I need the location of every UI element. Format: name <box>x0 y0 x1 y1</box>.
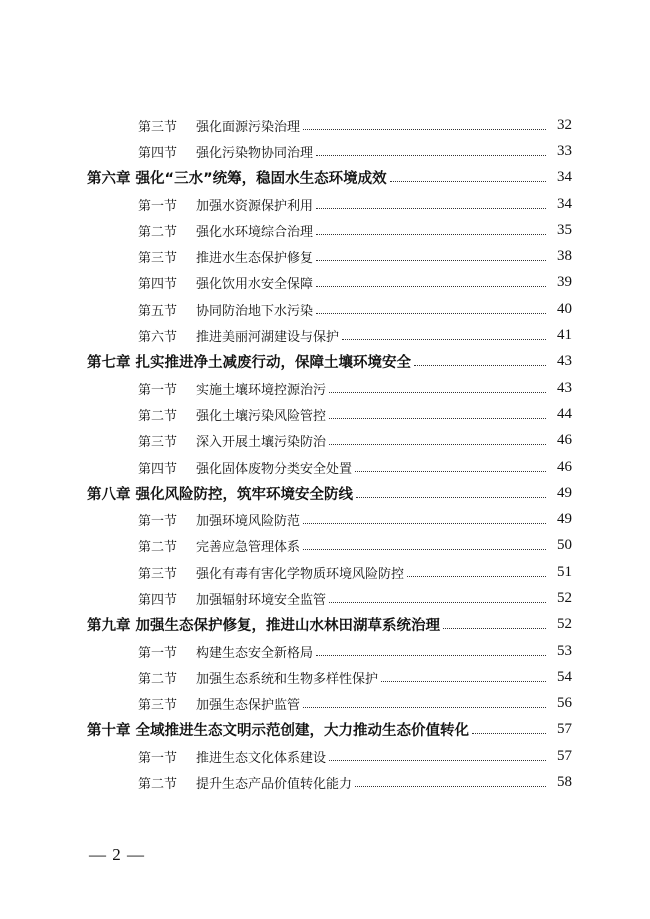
page-number: 44 <box>557 405 572 422</box>
section-number: 第三节 <box>138 251 178 267</box>
toc-entry[interactable] <box>0 559 650 585</box>
page-number: 46 <box>557 458 572 475</box>
page-number: 53 <box>557 642 572 659</box>
toc-entry[interactable] <box>0 243 650 269</box>
section-number: 第一节 <box>138 645 178 661</box>
toc-entry[interactable] <box>0 296 650 322</box>
dot-leader <box>303 129 546 130</box>
toc-entry[interactable] <box>0 743 650 769</box>
page-number: 52 <box>557 616 572 633</box>
section-number: 第一节 <box>138 514 178 530</box>
section-number: 第四节 <box>138 277 178 293</box>
page-number: 43 <box>557 379 572 396</box>
entry-title: 加强生态系统和生物多样性保护 <box>196 671 379 687</box>
dot-leader <box>381 681 546 682</box>
table-of-contents <box>0 112 650 796</box>
page-number: 49 <box>557 511 572 528</box>
entry-title: 强化土壤污染风险管控 <box>196 408 327 424</box>
section-number: 第四节 <box>138 461 178 477</box>
page-number: 35 <box>557 221 572 238</box>
entry-title: 实施土壤环境控源治污 <box>196 382 327 398</box>
dot-leader <box>316 155 546 156</box>
entry-title: 推进美丽河湖建设与保护 <box>196 330 340 346</box>
page-number: 51 <box>557 563 572 580</box>
section-number: 第一节 <box>138 750 178 766</box>
dot-leader <box>316 655 546 656</box>
page-number: 57 <box>557 721 572 738</box>
section-number: 第六节 <box>138 330 178 346</box>
page-number: 46 <box>557 432 572 449</box>
dot-leader <box>316 234 546 235</box>
toc-chapter-entry[interactable] <box>0 480 650 506</box>
page-number: 40 <box>557 300 572 317</box>
chapter-title: 第十章 全域推进生态文明示范创建，大力推动生态价值转化 <box>87 723 470 740</box>
toc-entry[interactable] <box>0 533 650 559</box>
entry-title: 强化水环境综合治理 <box>196 224 314 240</box>
chapter-title: 第七章 扎实推进净土减废行动，保障土壤环境安全 <box>87 355 412 372</box>
entry-title: 强化面源污染治理 <box>196 119 301 135</box>
entry-title: 强化污染物协同治理 <box>196 145 314 161</box>
toc-entry[interactable] <box>0 506 650 532</box>
dot-leader <box>303 707 546 708</box>
section-number: 第四节 <box>138 592 178 608</box>
toc-entry[interactable] <box>0 191 650 217</box>
page-number: 34 <box>557 195 572 212</box>
section-number: 第三节 <box>138 119 178 135</box>
entry-title: 推进水生态保护修复 <box>196 251 314 267</box>
dot-leader <box>407 576 546 577</box>
dot-leader <box>355 786 546 787</box>
section-number: 第三节 <box>138 435 178 451</box>
toc-entry[interactable] <box>0 270 650 296</box>
dot-leader <box>329 444 546 445</box>
entry-title: 加强辐射环境安全监管 <box>196 592 327 608</box>
dot-leader <box>316 313 546 314</box>
dot-leader <box>329 392 546 393</box>
dot-leader <box>472 733 546 734</box>
page-number: 38 <box>557 248 572 265</box>
page-number: 43 <box>557 353 572 370</box>
toc-entry[interactable] <box>0 401 650 427</box>
toc-entry[interactable] <box>0 138 650 164</box>
page-number: 39 <box>557 274 572 291</box>
toc-entry[interactable] <box>0 691 650 717</box>
page-number: 50 <box>557 537 572 554</box>
page-number: 54 <box>557 668 572 685</box>
page-number: 41 <box>557 327 572 344</box>
section-number: 第二节 <box>138 671 178 687</box>
toc-chapter-entry[interactable] <box>0 612 650 638</box>
section-number: 第二节 <box>138 408 178 424</box>
page-footer-number: — 2 — <box>89 845 145 864</box>
toc-entry[interactable] <box>0 638 650 664</box>
toc-entry[interactable] <box>0 454 650 480</box>
page-number: 57 <box>557 747 572 764</box>
toc-entry[interactable] <box>0 217 650 243</box>
page-number: 33 <box>557 142 572 159</box>
dot-leader <box>303 549 546 550</box>
section-number: 第三节 <box>138 698 178 714</box>
chapter-title: 第九章 加强生态保护修复，推进山水林田湖草系统治理 <box>87 618 441 635</box>
entry-title: 加强环境风险防范 <box>196 514 301 530</box>
toc-chapter-entry[interactable] <box>0 349 650 375</box>
dot-leader <box>316 208 546 209</box>
dot-leader <box>316 260 546 261</box>
dot-leader <box>329 602 546 603</box>
toc-chapter-entry[interactable] <box>0 165 650 191</box>
dot-leader <box>329 760 546 761</box>
entry-title: 协同防治地下水污染 <box>196 303 314 319</box>
toc-entry[interactable] <box>0 112 650 138</box>
toc-entry[interactable] <box>0 769 650 795</box>
dot-leader <box>342 339 546 340</box>
toc-entry[interactable] <box>0 428 650 454</box>
section-number: 第三节 <box>138 566 178 582</box>
dot-leader <box>414 365 546 366</box>
entry-title: 强化有毒有害化学物质环境风险防控 <box>196 566 405 582</box>
toc-entry[interactable] <box>0 375 650 401</box>
chapter-title: 第六章 强化“三水”统筹，稳固水生态环境成效 <box>87 171 387 188</box>
page-number: 34 <box>557 169 572 186</box>
entry-title: 加强生态保护监管 <box>196 698 301 714</box>
chapter-title: 第八章 强化风险防控，筑牢环境安全防线 <box>87 486 354 503</box>
dot-leader <box>356 497 546 498</box>
section-number: 第一节 <box>138 198 178 214</box>
dot-leader <box>355 471 546 472</box>
entry-title: 强化饮用水安全保障 <box>196 277 314 293</box>
entry-title: 深入开展土壤污染防治 <box>196 435 327 451</box>
page-number: 52 <box>557 589 572 606</box>
page-number: 32 <box>557 116 572 133</box>
section-number: 第二节 <box>138 540 178 556</box>
section-number: 第一节 <box>138 382 178 398</box>
section-number: 第五节 <box>138 303 178 319</box>
section-number: 第四节 <box>138 145 178 161</box>
dot-leader <box>316 286 546 287</box>
entry-title: 构建生态安全新格局 <box>196 645 314 661</box>
dot-leader <box>443 628 546 629</box>
toc-entry[interactable] <box>0 322 650 348</box>
dot-leader <box>303 523 546 524</box>
dot-leader <box>329 418 546 419</box>
toc-chapter-entry[interactable] <box>0 717 650 743</box>
page-number: 58 <box>557 774 572 791</box>
entry-title: 提升生态产品价值转化能力 <box>196 777 353 793</box>
page-number: 49 <box>557 484 572 501</box>
entry-title: 推进生态文化体系建设 <box>196 750 327 766</box>
entry-title: 加强水资源保护利用 <box>196 198 314 214</box>
toc-entry[interactable] <box>0 585 650 611</box>
page-number: 56 <box>557 695 572 712</box>
entry-title: 强化固体废物分类安全处置 <box>196 461 353 477</box>
section-number: 第二节 <box>138 777 178 793</box>
entry-title: 完善应急管理体系 <box>196 540 301 556</box>
dot-leader <box>390 181 546 182</box>
section-number: 第二节 <box>138 224 178 240</box>
toc-entry[interactable] <box>0 664 650 690</box>
